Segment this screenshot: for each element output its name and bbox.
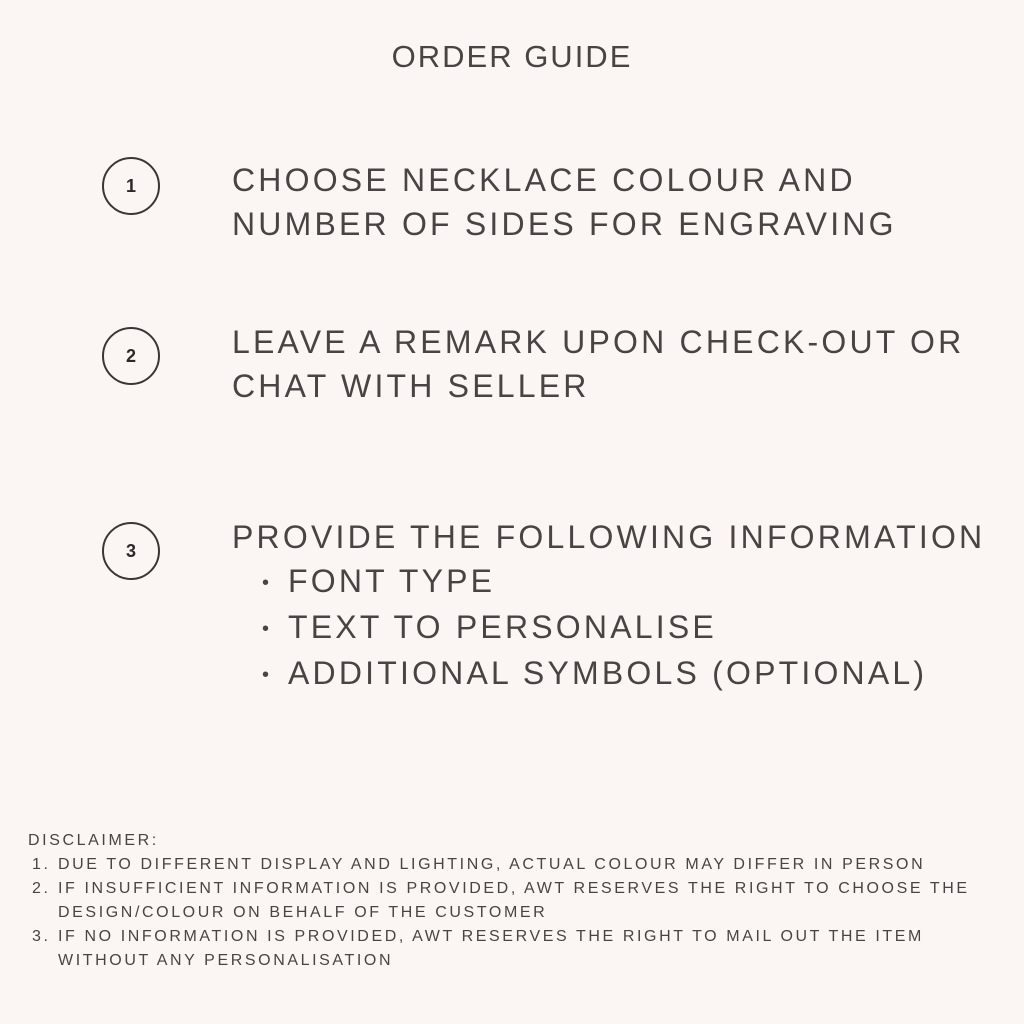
list-item — [262, 605, 992, 651]
bullet-icon: • — [262, 618, 273, 640]
bullet-icon: • — [262, 664, 273, 686]
list-item-line: WITHOUT ANY PERSONALISATION — [58, 952, 394, 969]
list-item-label: ADDITIONAL SYMBOLS (OPTIONAL) — [288, 655, 928, 691]
list-item-number: 3. — [32, 928, 51, 945]
info-list — [232, 559, 992, 697]
step-number-badge: 1 — [102, 157, 160, 215]
step-text-line: CHAT WITH SELLER — [232, 368, 590, 404]
disclaimer-heading: DISCLAIMER: — [28, 832, 159, 849]
step-text — [232, 320, 992, 408]
page-title: ORDER GUIDE — [391, 39, 633, 74]
step-text-line: PROVIDE THE FOLLOWING INFORMATION — [232, 519, 986, 555]
list-item-line: IF INSUFFICIENT INFORMATION IS PROVIDED, AWT RESERVES THE RIGHT TO CHOOSE THE — [58, 880, 970, 897]
step-text-line: LEAVE A REMARK UPON CHECK-OUT OR — [232, 324, 965, 360]
list-item-number: 1. — [32, 856, 51, 873]
list-item-label: TEXT TO PERSONALISE — [288, 609, 717, 645]
step-text-line: NUMBER OF SIDES FOR ENGRAVING — [232, 206, 897, 242]
step-text — [232, 158, 992, 246]
list-item-line: DUE TO DIFFERENT DISPLAY AND LIGHTING, ACTUAL COLOUR MAY DIFFER IN PERSON — [58, 856, 926, 873]
disclaimer — [28, 829, 1008, 973]
step-number-badge: 3 — [102, 522, 160, 580]
step-text — [232, 515, 992, 697]
list-item-label: FONT TYPE — [288, 563, 496, 599]
disclaimer-list — [28, 853, 1008, 973]
step-text-line: CHOOSE NECKLACE COLOUR AND — [232, 162, 856, 198]
list-item — [28, 877, 1008, 925]
list-item-line: DESIGN/COLOUR ON BEHALF OF THE CUSTOMER — [58, 904, 548, 921]
bullet-icon: • — [262, 572, 273, 594]
step-number-badge: 2 — [102, 327, 160, 385]
list-item — [28, 925, 1008, 973]
list-item — [28, 853, 1008, 877]
list-item — [262, 651, 992, 697]
list-item-line: IF NO INFORMATION IS PROVIDED, AWT RESERVES THE RIGHT TO MAIL OUT THE ITEM — [58, 928, 924, 945]
list-item — [262, 559, 992, 605]
list-item-number: 2. — [32, 880, 51, 897]
